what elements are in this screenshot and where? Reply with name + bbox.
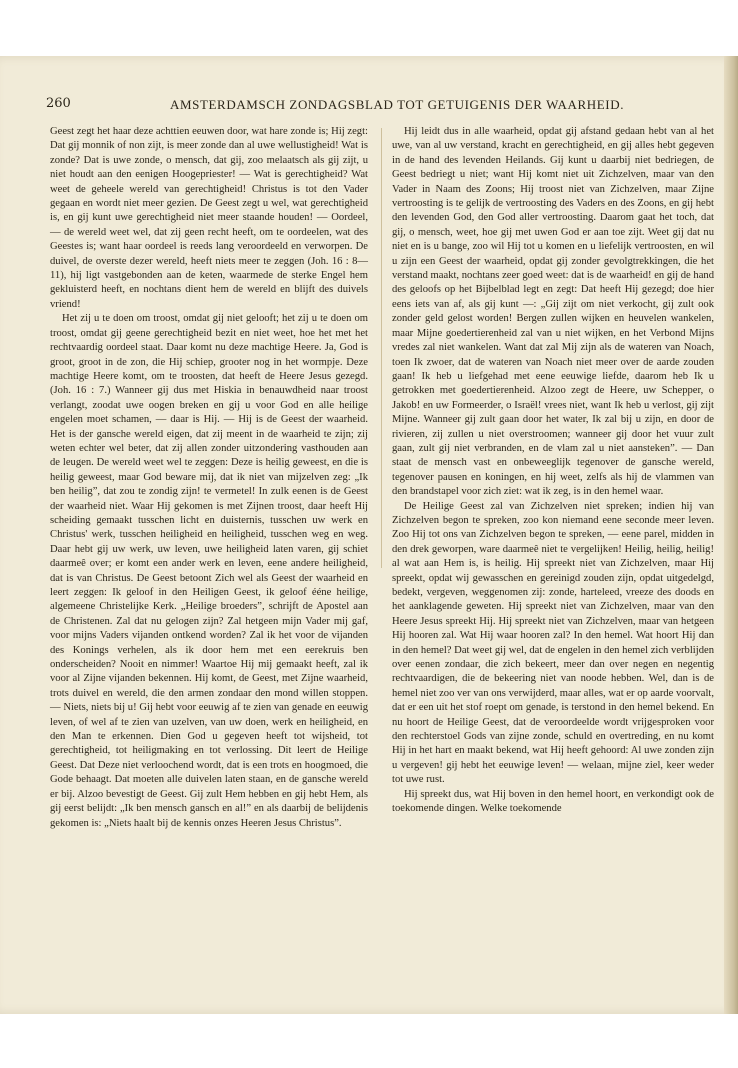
right-column: [392, 125, 714, 817]
paragraph: De Heilige Geest zal van Zichzelven niet spreken; indien hij van Zichzelven begon te spreken, zoo kon niemand eene seconde meer leven. Zoo Hij tot ons van Zichzelven begon te spreken, — eene parel, midden in den drek geworpen, ware daarmeê niet te vergelijken! Heilig, heilig, heilig! al wat aan Hem is, is heilig. Hij spreekt niet van Zichzelven, maar Hij spreekt, opdat wij gewasschen en gereinigd zouden zijn, opdat uitgedelgd, bedekt, vergeven, weggenomen zij: zonde, harteleed, vreeze des doods en het aanklagende geweten. Hij spreekt niet van Zichzelven, maar van den Heere Jesus spreekt Hij. Hij spreekt niet van Zichzelven, maar van hetgeen Hij hooren zal. Wat Hij waar hooren zal? In den hemel. Wat hoort Hij dan in den hemel? Dat weet gij wel, dat de engelen in den hemel zich verblijden over eenen zondaar, die zich bekeert, meer dan over negen en negentig rechtvaardigen, die de bekeering niet van noode hebben. Wel, dan is de hemel niet zoo ver van ons verwijderd, maar alles, wat er op aarde voorvalt, dat er een uit het stof roept om genade, is terstond in den hemel bekend. En nu hoort de Heilige Geest, dat de veroordeelde wordt vrijgesproken voor den rechterstoel Gods van zijne zonde, schuld en overtreding, en nu komt Hij in het hart en maakt bekend, wat Hij heeft gehoord: Al uwe zonden zijn u vergeven! gij hebt het eeuwige leven! — welaan, mijne ziel, keer weder tot uwe rust.: [392, 500, 714, 786]
paragraph: Geest zegt het haar deze achttien eeuwen door, wat hare zonde is; Hij zegt: Dat gij monnik of non zijt, is meer zonde dan al uwe wellustigheid! Wat is zonde? Dat is uwe zonde, o mensch, dat gij, zoo melaatsch als gij zijt, u niet houdt aan den eenigen Hoogepriester! — Wat is gerechtigheid? Wat weet de geheele wereld van gerechtigheid! Christus is tot den Vader gegaan en wordt niet meer gezien. De Geest zegt u wel, wat gerechtigheid is, en gij kunt uwe gerechtigheid niet meer staande houden! — Oordeel, — de wereld weet wel, dat zij geen recht heeft, om te oordeelen, wat des Geestes is; want haar oordeel is reeds lang veroordeeld en verworpen. De duivel, de overste dezer wereld, heeft niets meer te zeggen (Joh. 16 : 8—11), hij ligt vastgebonden aan de keten, waarmede de sterke Engel hem gekluisterd heeft, en nochtans dient hem de wereld en blijft des duivels vriend!: [50, 126, 368, 310]
paragraph: Hij spreekt dus, wat Hij boven in den hemel hoort, en verkondigt ook de toekomende dingen. Welke toekomende: [392, 788, 714, 815]
running-title: AMSTERDAMSCH ZONDAGSBLAD TOT GETUIGENIS DER WAARHEID.: [170, 97, 625, 112]
paragraph: Het zij u te doen om troost, omdat gij niet gelooft; het zij u te doen om troost, omdat gij geene gerechtigheid bezit en niet weet, hoe het met het rechtvaardig oordeel staat. Daar komt nu deze machtige Heere. Ja, God is groot, groot in de zon, die Hij schiep, grooter nog in het wormpje. Deze machtige Heere komt, om te troosten, dat heeft de Heere Jesus gezegd. (Joh. 16 : 7.) Wanneer gij dus met Hiskia in benauwdheid naar troost verlangt, zoodat uwe oogen breken en gij u voor God en alle heilige engelen moet schamen, — daar is Hij. — Hij is de Geest der waarheid. Het is der gansche wereld eigen, dat zij meent in de waarheid te zijn; zij weten echter wel beter, dat zij allen zonder uitzondering vasthouden aan de leugen. De wereld weet wel te zeggen: Deze is heilig geweest, en die is heilig geweest, maar God beware mij, dat ik niet van mijzelven zeg: „Ik ben heilig”, dat zou te zondig zijn! te vermetel! In zulk eenen is de Geest der waarheid niet. Waar Hij gekomen is met Zijnen troost, daar heeft Hij scheiding gemaakt tusschen licht en duisternis, tusschen uw werk en Christus' werk, tusschen heiligheid en heiligheid, tusschen weg en weg. Daar hebt gij uw werk, uw leven, uwe heiligheid laten varen, gij schiet daarmeê over; er komt een ander werk en leven, eene andere heiligheid, dat is van Christus. De Geest betoont Zich wel als Geest der waarheid en leert zeggen: Ik geloof in den Heiligen Geest, ik geloof ééne heilige, algemeene Christelijke Kerk. „Heilige broeders”, schrijft de Apostel aan de Christenen. Zal dat nu gelogen zijn? Zal hetgeen mijn Vader mij gaf, voor mijns Vaders vijanden ontkend worden? Zal ik het voor de vijanden des Konings verhelen, als ik door hem met een eerekruis ben onderscheiden? Nooit en nimmer! Waartoe Hij mij gemaakt heeft, zal ik voor al Zijne vijanden bekennen. Hij komt, de Geest, met Zijne waarheid, trots duivel en wereld, die den armen zondaar den mond willen stoppen. — Niets, niets bij u! Gij hebt voor eeuwig af te zien van genade en eeuwig leven, of wel af te zien van uzelven, van uw doen, werk en heiligheid, en den Man te erkennen. Dien God u gegeven heeft tot wijsheid, tot gerechtigheid, tot heiligmaking en tot verlossing. Dit leert de Heilige Geest. Dat Deze niet verloochend wordt, dat is een trots en hoogmoed, die Gode behaagt. Dat moeten alle duivelen laten staan, en de gansche wereld er bij. Alzoo bevestigt de Geest. Gij zult Hem hebben en gij hebt Hem, als gij eerst belijdt: „Ik ben mensch gansch en al!” en als daarbij de belijdenis gekomen is: „Niets haalt bij de kennis onzes Heeren Jesus Christus”.: [50, 313, 368, 829]
paragraph: Hij leidt dus in alle waarheid, opdat gij afstand gedaan hebt van al het uwe, van al uw verstand, kracht en gerechtigheid, en gij alles hebt gegeven in de hand des levenden Heilands. Gij kunt u daarbij niet bedriegen, de Geest bedriegt u niet; want Hij komt niet uit Zichzelven, maar van den Vader in Naam des Zoons; Hij troost niet van Zichzelven, maar Zijne vertroosting is te gelijk de vertroosting des Vaders en des Zoons, en gij hebt den levenden God, den God aller vertroosting. Daarom gaat het toch, dat gij, o mensch, weet, hoe gij met uwen God er aan toe zijt. Weet gij dat nu niet en is u bange, zoo wil Hij tot u komen en u liefelijk vertroosten, en wil u zijn een Geest der waarheid, opdat gij zonder gevolgtrekkingen, die het verstand maakt, nochtans zeer goed weet: dat is de waarheid! en gij de hand des geloofs op het Bijbelblad legt en zegt: Dat heeft Hij gezegd; doe hier eens iets van af, als gij kunt —: „Gij zijt om niet verkocht, gij zult ook zonder geld gelost worden! Bergen zullen wijken en heuvelen wankelen, maar Mijne goedertierenheid zal van u niet wijken, en het Verbond Mijns vredes zal niet wankelen. Want dat zal Mij zijn als de wateren van Noach, toen Ik zwoer, dat de wateren van Noach niet meer over de aarde zouden gaan! Ik heb u liefgehad met eene eeuwige liefde, daarom heb Ik u getrokken met goedertierenheid. Alzoo zegt de Heere, uw Schepper, o Jakob! en uw Formeerder, o Israël! vrees niet, want Ik heb u verlost, gij zijt Mijne. Wanneer gij zult gaan door het water, Ik zal bij u zijn, en door de rivieren, zij zullen u niet overstroomen; wanneer gij door het vuur zult gaan, zult gij niet verbranden, en de vlam zal u niet aansteken”. — Dan staat de mensch vast en onbeweeglijk tegenover de gansche wereld, tegenover pausen en koningen, en hij weet, zelfs als hij de vlammen van den brandstapel voor zich ziet: wat ik zeg, is in den hemel waar.: [392, 126, 714, 498]
page-header: [46, 96, 722, 116]
left-column: [50, 125, 368, 831]
page-number: 260: [46, 96, 71, 111]
column-divider: [381, 128, 382, 568]
page-edge: [724, 56, 738, 1014]
